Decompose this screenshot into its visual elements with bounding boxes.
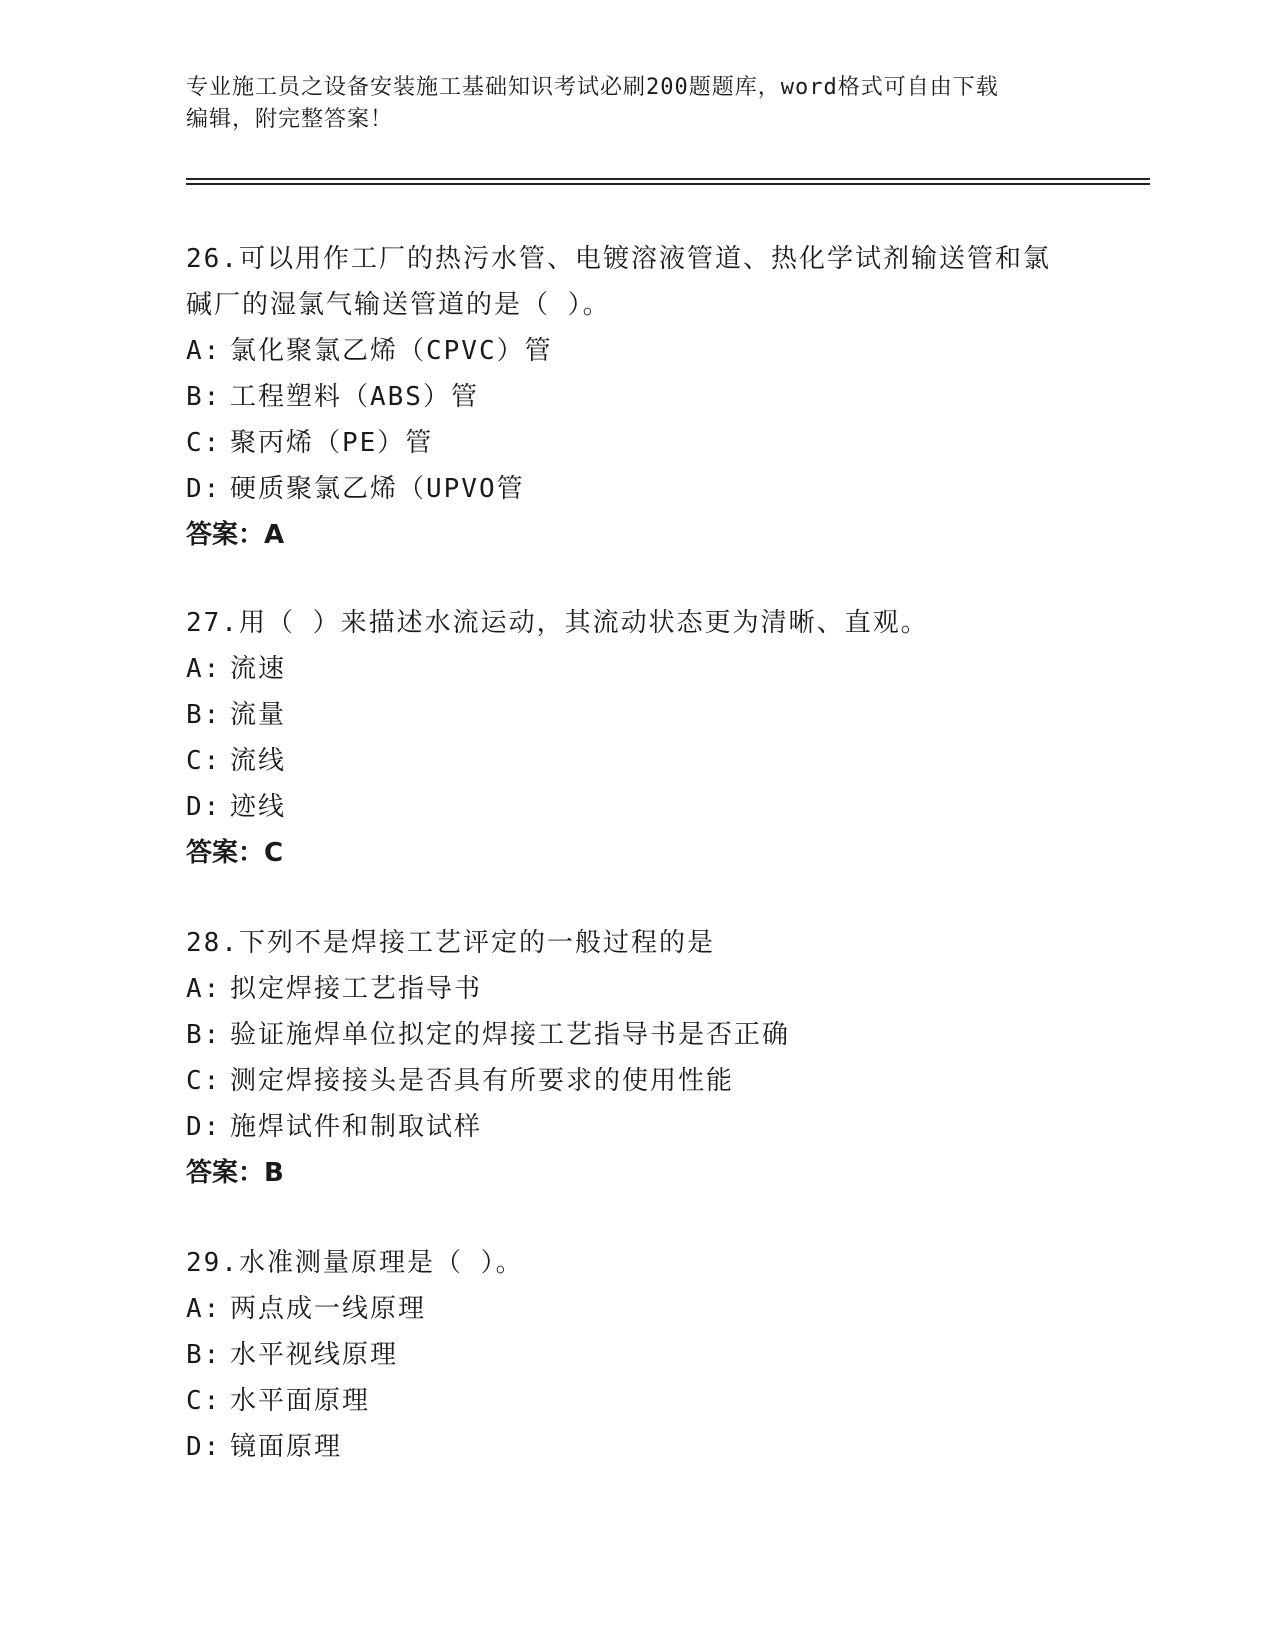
option-c <box>186 1378 1106 1424</box>
option-b <box>186 1332 1106 1378</box>
option-text: 氯化聚氯乙烯（CPVC）管 <box>230 336 553 366</box>
header-line-2: 编辑，附完整答案！ <box>186 107 394 132</box>
option-a <box>186 1286 1106 1332</box>
option-text: 迹线 <box>230 792 287 822</box>
option-d <box>186 466 1106 512</box>
header-divider-top <box>186 178 1150 180</box>
option-key: C: <box>186 1066 222 1096</box>
option-key: D: <box>186 1112 222 1142</box>
question-28 <box>186 920 1106 1196</box>
option-key: B: <box>186 382 222 412</box>
option-key: B: <box>186 1020 222 1050</box>
option-text: 镜面原理 <box>230 1432 343 1462</box>
option-key: D: <box>186 1432 222 1462</box>
option-key: D: <box>186 792 222 822</box>
question-26 <box>186 236 1106 558</box>
option-a <box>186 966 1106 1012</box>
option-key: B: <box>186 700 222 730</box>
question-29 <box>186 1240 1106 1470</box>
answer-line: 答案：A <box>186 520 285 550</box>
option-key: A: <box>186 654 222 684</box>
document-header <box>186 72 1086 136</box>
option-text: 流线 <box>230 746 287 776</box>
option-text: 验证施焊单位拟定的焊接工艺指导书是否正确 <box>230 1020 791 1050</box>
option-a <box>186 328 1106 374</box>
option-key: D: <box>186 474 222 504</box>
option-key: A: <box>186 336 222 366</box>
option-text: 水平视线原理 <box>230 1340 399 1370</box>
option-c <box>186 420 1106 466</box>
option-text: 测定焊接接头是否具有所要求的使用性能 <box>230 1066 735 1096</box>
question-stem: 29.水准测量原理是（ ）。 <box>186 1248 524 1278</box>
question-stem: 27.用（ ）来描述水流运动，其流动状态更为清晰、直观。 <box>186 608 929 638</box>
option-c <box>186 738 1106 784</box>
option-text: 工程塑料（ABS）管 <box>230 382 479 412</box>
answer-line: 答案：B <box>186 1158 284 1188</box>
option-key: A: <box>186 1294 222 1324</box>
option-text: 流量 <box>230 700 287 730</box>
header-line-1: 专业施工员之设备安装施工基础知识考试必刷200题题库，word格式可自由下载 <box>186 75 999 100</box>
option-c <box>186 1058 1106 1104</box>
option-b <box>186 1012 1106 1058</box>
option-key: A: <box>186 974 222 1004</box>
option-key: C: <box>186 428 222 458</box>
option-key: C: <box>186 1386 222 1416</box>
option-text: 施焊试件和制取试样 <box>230 1112 483 1142</box>
option-b <box>186 692 1106 738</box>
option-text: 硬质聚氯乙烯（UPVO管 <box>230 474 525 504</box>
option-b <box>186 374 1106 420</box>
option-text: 聚丙烯（PE）管 <box>230 428 434 458</box>
question-27 <box>186 600 1106 876</box>
option-text: 两点成一线原理 <box>230 1294 427 1324</box>
option-text: 流速 <box>230 654 287 684</box>
option-key: C: <box>186 746 222 776</box>
header-divider-bottom <box>186 183 1150 185</box>
question-stem: 28.下列不是焊接工艺评定的一般过程的是 <box>186 928 715 958</box>
question-stem: 26.可以用作工厂的热污水管、电镀溶液管道、热化学试剂输送管和氯 <box>186 244 1051 274</box>
option-a <box>186 646 1106 692</box>
option-d <box>186 1424 1106 1470</box>
option-d <box>186 1104 1106 1150</box>
option-text: 拟定焊接工艺指导书 <box>230 974 483 1004</box>
option-key: B: <box>186 1340 222 1370</box>
option-d <box>186 784 1106 830</box>
option-text: 水平面原理 <box>230 1386 371 1416</box>
question-stem-continued: 碱厂的湿氯气输送管道的是（ ）。 <box>186 290 611 320</box>
answer-line: 答案：C <box>186 838 284 868</box>
